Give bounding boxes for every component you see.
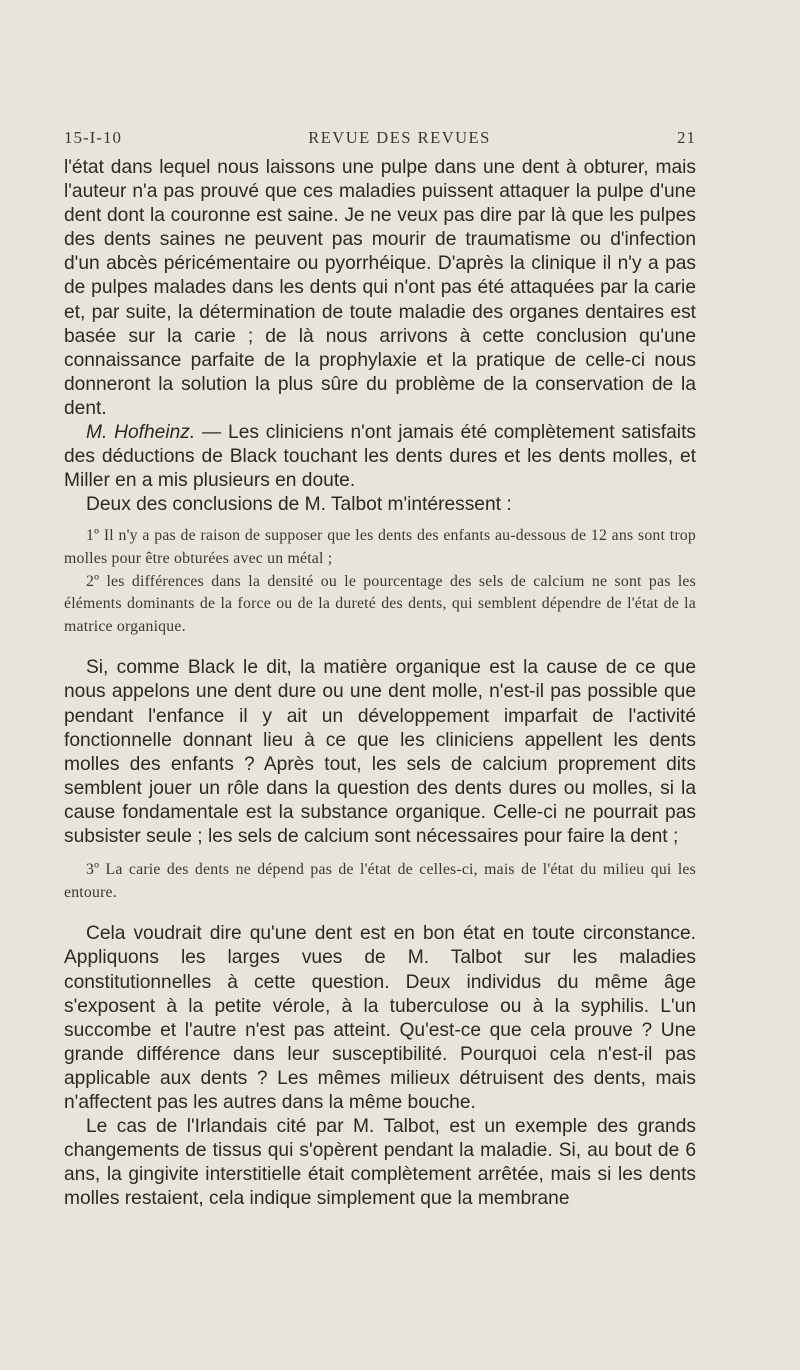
paragraph-5: Cela voudrait dire qu'une dent est en bon état en toute circonstance. Appliquons les larges vues de M. Talbot sur les maladies constitutionnelles à cette question. Deux individus du même âge s'exposent à la petite vérole, à la tuberculose ou à la syphilis. L'un succombe et l'autre n'est pas atteint. Qu'est-ce que cela prouve ? Une grande différence dans leur susceptibilité. Pourquoi cela n'est-il pas applicable aux dents ? Les mêmes milieux détruisent des dents, mais n'affectent pas les autres dans la même bouche.	[64, 923, 696, 1113]
running-header	[64, 128, 696, 148]
body-text-3	[64, 922, 696, 1211]
page-number: 21	[676, 128, 696, 147]
paragraph-2-text: — Les cliniciens n'ont jamais été complètement satisfaits des déductions de Black touchant les dents dures et les dents molles, et Miller en a mis plusieurs en doute.	[64, 422, 696, 492]
header-title: REVUE DES REVUES	[308, 128, 491, 147]
paragraph-1: l'état dans lequel nous laissons une pulpe dans une dent à obturer, mais l'auteur n'a pas prouvé que ces maladies puissent attaquer la pulpe d'une dent dont la couronne est saine. Je ne veux pas dire par là que les pulpes des dents saines ne peuvent pas mourir de traumatisme ou d'infection d'un abcès péricémentaire ou pyorrhéique. D'après la clinique il n'y a pas de pulpes malades dans les dents qui n'ont pas été attaquées par la carie et, par suite, la détermination de toute maladie des organes dentaires est basée sur la carie ; de là nous arrivons à cette conclusion qu'une connaissance parfaite de la prophylaxie et la pratique de celle-ci nous donneront la solution la plus sûre du problème de la conservation de la dent.	[64, 157, 696, 419]
paragraph-4: Si, comme Black le dit, la matière organique est la cause de ce que nous appelons une dent dure ou une dent molle, n'est-il pas possible que pendant l'enfance il y ait un développement imparfait de l'activité fonctionnelle donnant lieu à ce que les cliniciens appellent les dents molles des enfants ? Après tout, les sels de calcium proprement dits semblent jouer un rôle dans la question des dents dures ou molles, si la cause fondamentale est la substance organique. Celle-ci ne pourrait pas subsister seule ; les sels de calcium sont nécessaires pour faire la dent ;	[64, 657, 696, 848]
quoted-conclusion-3	[64, 859, 696, 904]
body-text-2	[64, 656, 696, 849]
conclusion-2: 2º les différences dans la densité ou le pourcentage des sels de calcium ne sont pas les éléments dominants de la force ou de la dureté des dents, qui semblent dépendre de l'état de la matrice organique.	[64, 572, 696, 635]
quoted-conclusions-1-2	[64, 525, 696, 638]
body-text	[64, 156, 696, 517]
paragraph-2	[64, 421, 696, 493]
conclusion-1: 1º Il n'y a pas de raison de supposer que les dents des enfants au-dessous de 12 ans sont trop molles pour être obturées avec un métal ;	[64, 527, 696, 567]
header-date: 15-I-10	[64, 128, 122, 147]
speaker-name: M. Hofheinz.	[86, 422, 196, 444]
conclusion-3: 3º La carie des dents ne dépend pas de l'état de celles-ci, mais de l'état du milieu qui les entoure.	[64, 861, 696, 901]
paragraph-3: Deux des conclusions de M. Talbot m'intéressent :	[86, 494, 512, 516]
paragraph-6: Le cas de l'Irlandais cité par M. Talbot, est un exemple des grands changements de tissus qui s'opèrent pendant la maladie. Si, au bout de 6 ans, la gingivite interstitielle était complètement arrêtée, mais si les dents molles restaient, cela indique simplement que la membrane	[64, 1116, 696, 1210]
